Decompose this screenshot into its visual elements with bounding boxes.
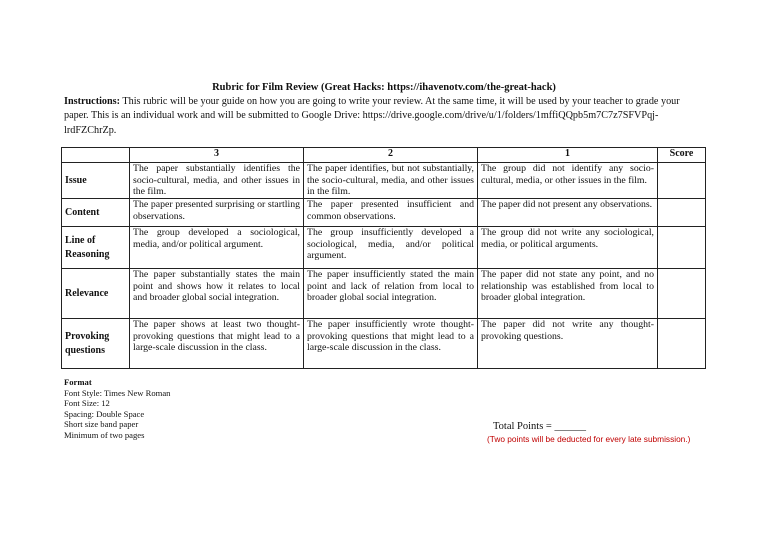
level-1-cell: The group did not identify any socio-cultural, media, or other issues in the film. bbox=[478, 163, 658, 199]
level-2-cell: The group insufficiently developed a sociological, media, and/or political argument. bbox=[304, 227, 478, 269]
header-1: 1 bbox=[478, 148, 658, 163]
format-section bbox=[64, 377, 170, 441]
level-3-cell: The paper presented surprising or startling observations. bbox=[130, 199, 304, 227]
level-3-cell: The paper shows at least two thought-provoking questions that might lead to a large-scale discussion in the class. bbox=[130, 319, 304, 369]
criterion-cell: Line of Reasoning bbox=[62, 227, 130, 269]
instructions-label: Instructions: bbox=[64, 96, 121, 107]
header-criterion bbox=[62, 148, 130, 163]
instructions bbox=[64, 95, 688, 138]
level-1-cell: The paper did not write any thought-provoking questions. bbox=[478, 319, 658, 369]
table-row bbox=[62, 199, 706, 227]
level-1-cell: The paper did not present any observations. bbox=[478, 199, 658, 227]
level-3-cell: The paper substantially states the main point and shows how it relates to local and broader global social integration. bbox=[130, 269, 304, 319]
header-score: Score bbox=[658, 148, 706, 163]
criterion-cell: Issue bbox=[62, 163, 130, 199]
rubric-table bbox=[61, 147, 706, 369]
level-3-cell: The paper substantially identifies the socio-cultural, media, and other issues in the film. bbox=[130, 163, 304, 199]
criterion-cell: Content bbox=[62, 199, 130, 227]
header-row bbox=[62, 148, 706, 163]
format-item: Font Size: 12 bbox=[64, 398, 110, 409]
total-points: Total Points = ______ bbox=[493, 421, 586, 432]
table-row bbox=[62, 227, 706, 269]
header-2: 2 bbox=[304, 148, 478, 163]
score-cell bbox=[658, 269, 706, 319]
late-submission-note: (Two points will be deducted for every late submission.) bbox=[487, 434, 691, 444]
level-2-cell: The paper insufficiently wrote thought-provoking questions that might lead to a large-scale discussion in the class. bbox=[304, 319, 478, 369]
score-cell bbox=[658, 227, 706, 269]
format-item: Minimum of two pages bbox=[64, 429, 145, 440]
level-2-cell: The paper presented insufficient and common observations. bbox=[304, 199, 478, 227]
table-row bbox=[62, 319, 706, 369]
score-cell bbox=[658, 199, 706, 227]
criterion-cell: Relevance bbox=[62, 269, 130, 319]
level-2-cell: The paper insufficiently stated the main point and lack of relation from local to broader global social integration. bbox=[304, 269, 478, 319]
format-item: Font Style: Times New Roman bbox=[64, 387, 171, 398]
criterion-cell: Provoking questions bbox=[62, 319, 130, 369]
instructions-text: This rubric will be your guide on how you are going to write your review. At the same time, it will be used by your teacher to grade your paper. This is an individual work and will be submitted to Google Drive: https://drive.google.com/drive/u/1/folders/1mffiQQpb5m7C7z7SFVPqj-lrdFZChrZp. bbox=[64, 96, 680, 136]
document-title: Rubric for Film Review (Great Hacks: https://ihavenotv.com/the-great-hack) bbox=[212, 82, 556, 93]
score-cell bbox=[658, 319, 706, 369]
format-heading: Format bbox=[64, 377, 92, 387]
level-2-cell: The paper identifies, but not substantially, the socio-cultural, media, and other issues in the film. bbox=[304, 163, 478, 199]
table-row bbox=[62, 163, 706, 199]
format-item: Spacing: Double Space bbox=[64, 408, 145, 419]
header-3: 3 bbox=[130, 148, 304, 163]
level-3-cell: The group developed a sociological, media, and/or political argument. bbox=[130, 227, 304, 269]
score-cell bbox=[658, 163, 706, 199]
format-item: Short size band paper bbox=[64, 419, 139, 430]
table-row bbox=[62, 269, 706, 319]
level-1-cell: The paper did not state any point, and no relationship was established from local to broader global integration. bbox=[478, 269, 658, 319]
level-1-cell: The group did not write any sociological, media, or political arguments. bbox=[478, 227, 658, 269]
